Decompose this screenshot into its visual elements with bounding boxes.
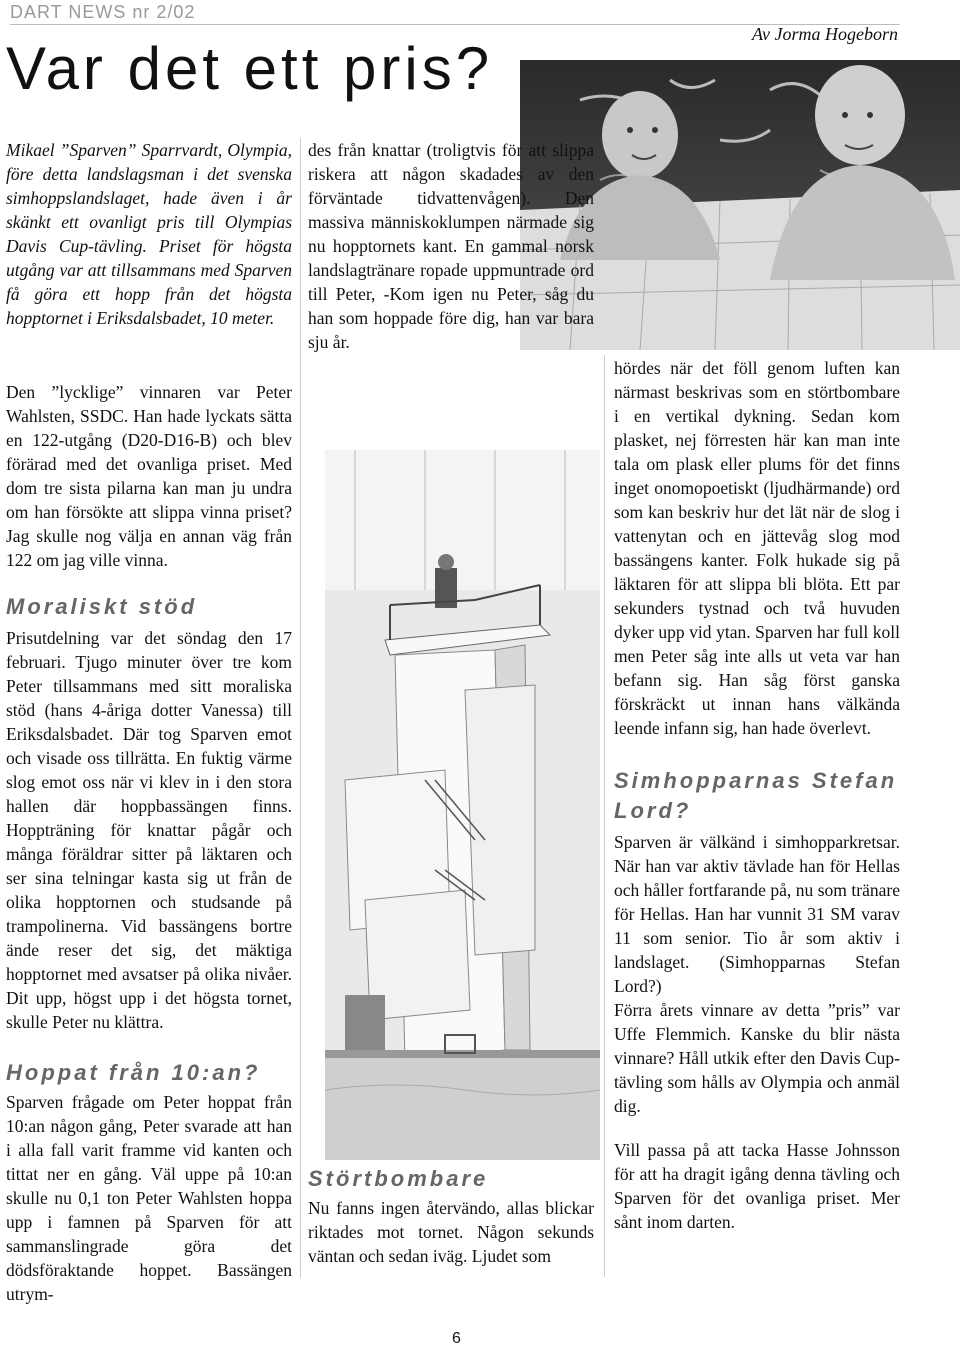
column-1 xyxy=(6,380,292,1306)
subhead-stortbombare: Störtbombare xyxy=(308,1166,489,1191)
col3-paragraph-4: Vill passa på att tacka Hasse Johnsson för att ha dragit igång denna tävling och Sparven för det ovanliga priset. Mer sånt inom darten. xyxy=(614,1140,900,1232)
subhead-simhopparnas-stefan-lord: Simhopparnas Stefan Lord? xyxy=(614,768,898,823)
column-divider-2 xyxy=(604,355,605,1277)
publication-header: DART NEWS nr 2/02 xyxy=(10,2,196,22)
col1-paragraph-2: Prisutdelning var det söndag den 17 februari. Tjugo minuter över tre kom Peter tillsammans med sitt moraliska stöd (hans 4-åriga dotter Vanessa) till Eriksdalsbadet. Där tog Sparven emot och visade oss tillrätta. En fuktig värme slog emot oss när vi klev in i den stora hallen där hoppbassängen finns. Hoppträning för knattar pågår och många föräldrar sitter på läktaren och ser sina telningar kasta sig ut från de olika hopptornen och studsande på trampolinerna. Vid bassängens bortre ände reser det sig, det mäktiga hopptornet med avsatser på olika nivåer. Dit upp, högst upp i det högsta tornet, skulle Peter nu klättra. xyxy=(6,628,292,1032)
col3-paragraph-3: Förra årets vinnare av detta ”pris” var Uffe Flemmich. Kanske du blir nästa vinnare? Håll utkik efter den Davis Cup-tävling som hålls av Olympia och anmäl dig. xyxy=(614,1000,900,1116)
col3-paragraph-2: Sparven är välkänd i simhopparkretsar. När han var aktiv tävlade han för Hellas och håller fortfarande på, nu som tränare för Hellas. Han har vunnit 31 SM varav 11 som senior. Tio år som aktiv i landslaget. (Simhopparnas Stefan Lord?) xyxy=(614,832,900,996)
byline: Av Jorma Hogeborn xyxy=(752,24,898,44)
lead-paragraph xyxy=(6,138,292,330)
col2-paragraph-1: des från knattar (troligtvis för att slippa riskera att någon skadades av den förväntade tidvattenvågen). Den massiva människoklumpen närmade sig nu hopptornets kant. En gammal norsk landslagtränare ropade uppmuntrade ord till Peter, -Kom igen nu Peter, såg du han som hoppade före dig, han var bara sju år. xyxy=(308,140,594,352)
subhead-hoppat-fran-10an: Hoppat från 10:an? xyxy=(6,1060,261,1085)
col1-paragraph-3: Sparven frågade om Peter hoppat från 10:an någon gång, Peter svarade att han i alla fall varit framme vid kanten och tittat ner en gång. Väl uppe på 10:an skulle nu 0,1 ton Peter Wahlsten hoppa upp i famnen på Sparven för att sammanslingrade göra det dödsföraktande hoppet. Bassängen utrym- xyxy=(6,1092,292,1304)
diving-tower-photo xyxy=(325,450,600,1160)
col3-paragraph-1: hördes när det föll genom luften kan närmast beskrivas som en störtbombare i en vertikal dykning. Sedan kom plasket, nej förresten här kan man inte tala om plask eller plums för det finns inget onomopoetiskt (ljudhärmande) ord som kan beskriv hur det lät när de slog i vattenytan och en jättevåg slog mod bassängens kanter. Folk hukade sig på läktaren för att slippa bli blöta. Ett par sekunders tystnad och två huvuden dyker upp vid ytan. Sparven har full koll men Peter såg inte alls ut veta var han befann sig. Han såg först ganska förskräckt ut innan hans välkända leende infann sig, han hade överlevt. xyxy=(614,358,900,738)
page-number: 6 xyxy=(452,1330,461,1347)
subhead-moraliskt-stod: Moraliskt stöd xyxy=(6,594,198,619)
col2-paragraph-2: Nu fanns ingen återvändo, allas blickar riktades mot tornet. Någon sekunds väntan och sedan iväg. Ljudet som xyxy=(308,1198,594,1266)
headline: Var det ett pris? xyxy=(6,35,494,102)
column-3 xyxy=(614,356,900,1234)
column-2-top xyxy=(308,138,594,354)
col1-paragraph-1: Den ”lycklige” vinnaren var Peter Wahlsten, SSDC. Han hade lyckats sätta en 122-utgång (D20-D16-B) och blev förärad med det ovanliga priset. Med dom tre sista pilarna kan man ju undra om han försökte att slippa vinna priset? Jag skulle nog välja en annan väg från 122 om jag ville vinna. xyxy=(6,382,292,570)
column-2-bottom xyxy=(308,1166,594,1268)
column-divider-1 xyxy=(300,138,301,1278)
lead-text: Mikael ”Sparven” Sparrvardt, Olympia, före detta landslagsman i det svenska simhoppslandslaget, hade även i år skänkt ett ovanligt pris till Olympias Davis Cup-tävling. Priset för högsta utgång var att tillsammans med Sparven få göra ett hopp från det högsta hopptornet i Eriksdalsbadet, 10 meter. xyxy=(6,140,292,328)
